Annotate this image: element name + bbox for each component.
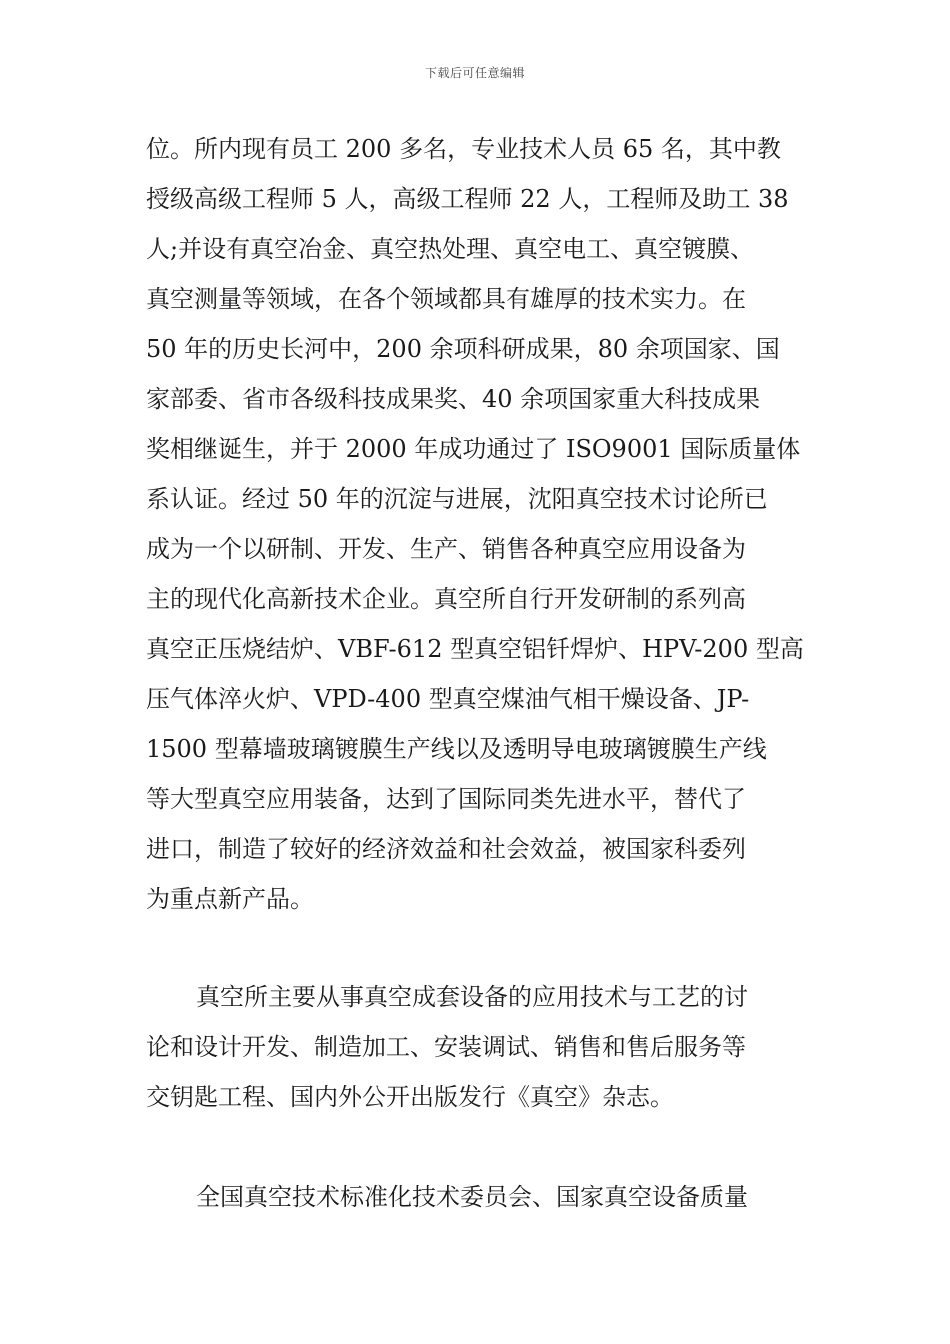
text-line: 进口，制造了较好的经济效益和社会效益，被国家科委列: [146, 835, 746, 863]
text-line: 交钥匙工程、国内外公开出版发行《真空》杂志。: [146, 1083, 674, 1111]
text-line: 成为一个以研制、开发、生产、销售各种真空应用设备为: [146, 535, 746, 563]
text-line: 真空所主要从事真空成套设备的应用技术与工艺的讨: [196, 983, 748, 1011]
text-line: 系认证。经过 50 年的沉淀与进展，沈阳真空技术讨论所已: [146, 485, 768, 513]
text-line: 50 年的历史长河中，200 余项科研成果，80 余项国家、国: [146, 335, 780, 363]
paragraph-3: [146, 1172, 808, 1222]
text-line: 压气体淬火炉、VPD-400 型真空煤油气相干燥设备、JP-: [146, 685, 750, 713]
text-line: 论和设计开发、制造加工、安装调试、销售和售后服务等: [146, 1033, 746, 1061]
text-line: 1500 型幕墙玻璃镀膜生产线以及透明导电玻璃镀膜生产线: [146, 735, 767, 763]
text-line: 真空测量等领域，在各个领域都具有雄厚的技术实力。在: [146, 285, 746, 313]
text-line: 授级高级工程师 5 人，高级工程师 22 人，工程师及助工 38: [146, 185, 789, 213]
page-header: 下载后可任意编辑: [424, 66, 525, 80]
text-line: 等大型真空应用装备，达到了国际同类先进水平，替代了: [146, 785, 746, 813]
text-line: 为重点新产品。: [146, 885, 314, 913]
paragraph-1: [146, 124, 808, 924]
text-line: 主的现代化高新技术企业。真空所自行开发研制的系列高: [146, 585, 746, 613]
paragraph-2: [146, 972, 808, 1122]
text-line: 位。所内现有员工 200 多名，专业技术人员 65 名，其中教: [146, 135, 781, 163]
text-line: 家部委、省市各级科技成果奖、40 余项国家重大科技成果: [146, 385, 761, 413]
text-line: 人;并设有真空冶金、真空热处理、真空电工、真空镀膜、: [146, 235, 755, 263]
text-line: 全国真空技术标准化技术委员会、国家真空设备质量: [196, 1183, 748, 1211]
text-line: 真空正压烧结炉、VBF-612 型真空铝钎焊炉、HPV-200 型高: [146, 635, 804, 663]
text-line: 奖相继诞生，并于 2000 年成功通过了 ISO9001 国际质量体: [146, 435, 801, 463]
